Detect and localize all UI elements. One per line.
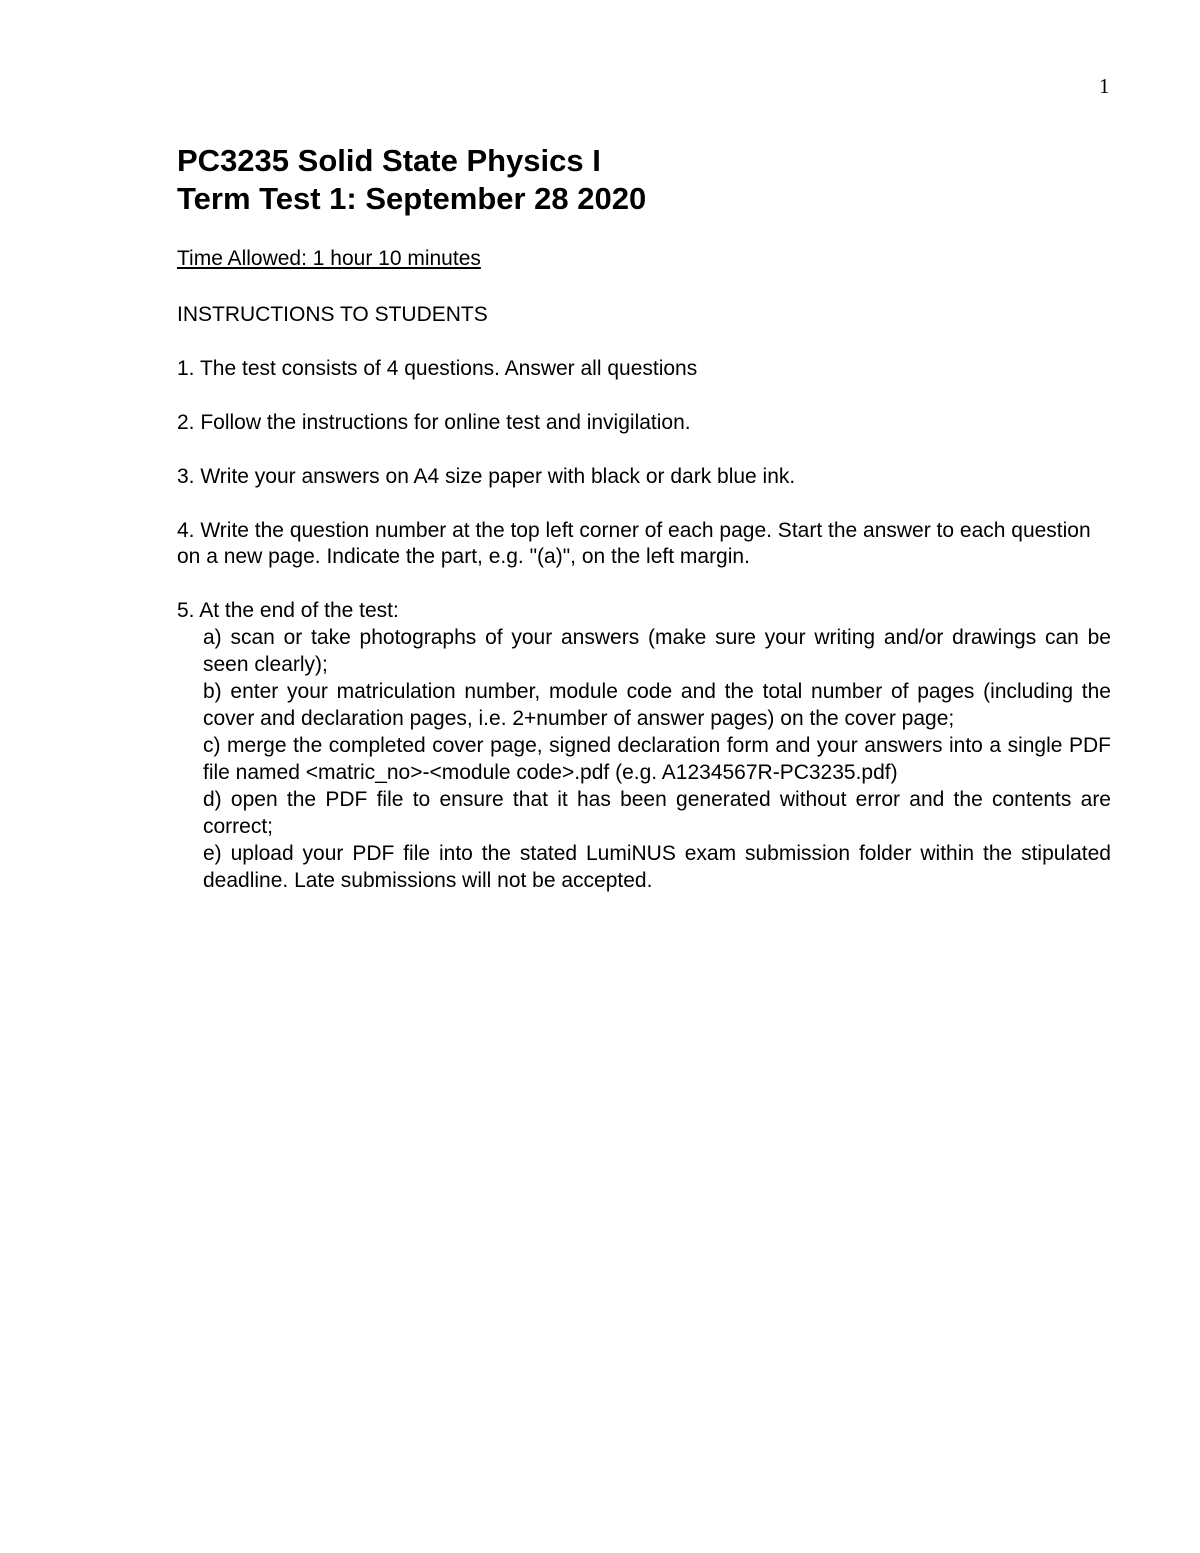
end-of-test-step: a) scan or take photographs of your answers (make sure your writing and/or drawings can be seen clearly);: [203, 626, 1111, 676]
end-of-test-step: c) merge the completed cover page, signed declaration form and your answers into a single PDF file named <matric_no>-<module code>.pdf (e.g. A1234567R-PC3235.pdf): [203, 734, 1111, 784]
end-of-test-step: e) upload your PDF file into the stated LumiNUS exam submission folder within the stipulated deadline. Late submissions will not be accepted.: [203, 842, 1111, 892]
test-title: Term Test 1: September 28 2020: [177, 181, 647, 216]
instructions-heading: INSTRUCTIONS TO STUDENTS: [177, 303, 488, 326]
document-body: [177, 142, 1111, 894]
instruction-item: 4. Write the question number at the top left corner of each page. Start the answer to each question on a new page. Indicate the part, e.g. "(a)", on the left margin.: [177, 519, 1091, 568]
instruction-item: 2. Follow the instructions for online test and invigilation.: [177, 411, 691, 434]
end-of-test-steps: [177, 624, 1111, 894]
page-title: [177, 142, 1111, 218]
course-title: PC3235 Solid State Physics I: [177, 143, 601, 178]
instruction-item: 5. At the end of the test:: [177, 599, 399, 622]
page-number: 1: [1099, 74, 1110, 98]
time-allowed: Time Allowed: 1 hour 10 minutes: [177, 247, 481, 270]
end-of-test-step: b) enter your matriculation number, module code and the total number of pages (including the cover and declaration pages, i.e. 2+number of answer pages) on the cover page;: [203, 680, 1111, 730]
end-of-test-step: d) open the PDF file to ensure that it has been generated without error and the contents are correct;: [203, 788, 1111, 838]
instruction-item: 3. Write your answers on A4 size paper with black or dark blue ink.: [177, 465, 796, 488]
instruction-item: 1. The test consists of 4 questions. Answer all questions: [177, 357, 698, 380]
